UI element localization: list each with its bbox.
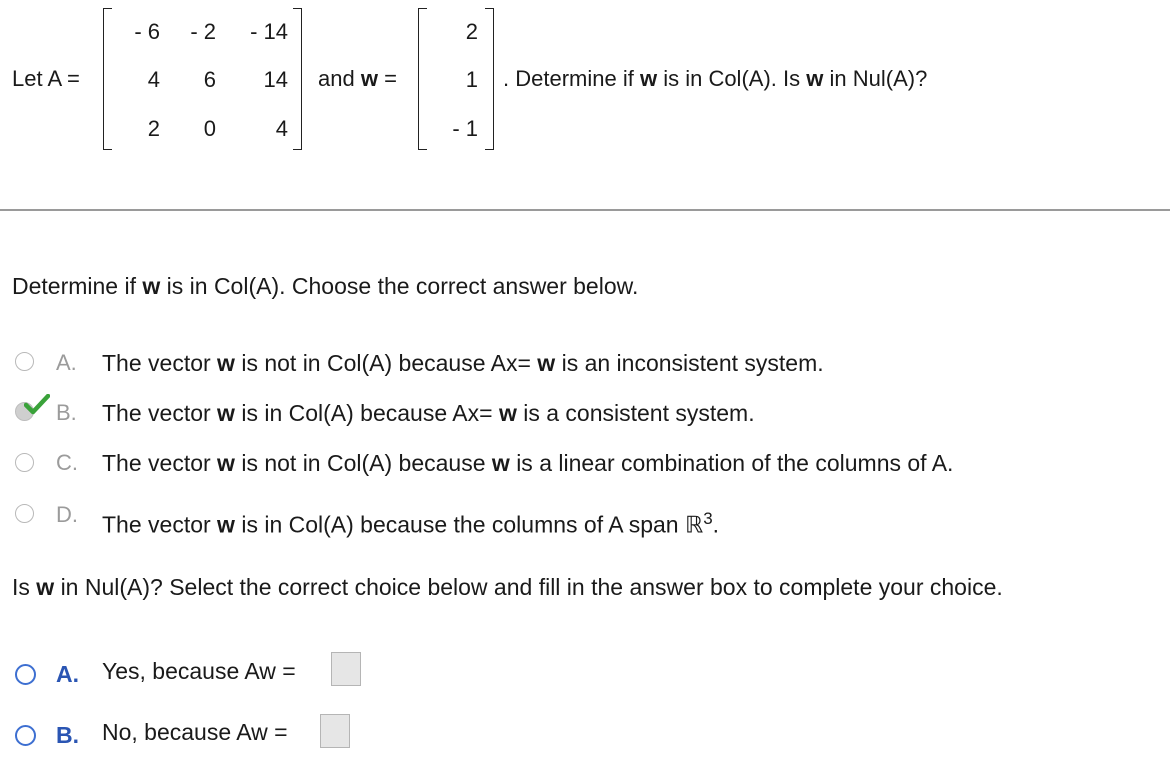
option-letter: A. [56, 350, 77, 375]
w-symbol: w [217, 450, 235, 476]
w-symbol: w [360, 66, 378, 91]
text-part: = [479, 400, 499, 426]
part2-prompt [12, 573, 1003, 601]
checkmark-icon [24, 394, 50, 416]
part1-prompt [12, 272, 638, 300]
section-divider [0, 209, 1170, 211]
answer-box[interactable] [331, 652, 361, 686]
w-symbol: w [142, 273, 161, 299]
matrix-a-left-bracket [103, 8, 112, 150]
text-part: The vector [102, 400, 211, 426]
let-a-label: Let A = [12, 66, 80, 91]
question-part: in Nul(A)? [829, 66, 928, 91]
real-set-symbol: ℝ [684, 511, 704, 538]
matrix-a-cell: 4 [147, 67, 160, 92]
radio-button[interactable] [15, 453, 34, 472]
matrix-a-cell: 6 [203, 67, 216, 92]
option-text[interactable]: Yes, because Aw = [102, 658, 296, 684]
option-letter: B. [56, 722, 79, 748]
radio-button[interactable] [15, 504, 34, 523]
w-symbol: w [217, 511, 235, 538]
text-part: The vector [102, 350, 211, 376]
w-symbol: w [491, 450, 510, 476]
prompt-text: Is [12, 574, 30, 600]
option-text[interactable] [102, 399, 755, 427]
text-part: is not in Col(A) because [241, 450, 486, 476]
option-letter: C. [56, 450, 78, 475]
option-text[interactable] [102, 449, 953, 477]
option-text[interactable] [102, 349, 824, 377]
matrix-a-right-bracket [293, 8, 302, 150]
w-symbol: w [537, 350, 556, 376]
w-symbol: w [806, 66, 824, 91]
equals-sign: = [384, 66, 397, 91]
question-part: . Determine if [503, 66, 634, 91]
matrix-a-cell: - 2 [190, 19, 216, 44]
text-part: The vector [102, 450, 211, 476]
and-w-label [318, 66, 397, 92]
text-part: is not in Col(A) because Ax [241, 350, 518, 376]
matrix-a-cell: - 14 [250, 19, 288, 44]
prompt-text: Determine if [12, 273, 136, 299]
text-part: is in Col(A) because Ax [241, 400, 480, 426]
text-part: is a linear combination of the columns of A. [516, 450, 954, 476]
option-letter: A. [56, 661, 79, 687]
problem-question [503, 66, 927, 92]
exponent: 3 [703, 509, 713, 528]
radio-button[interactable] [15, 352, 34, 371]
vector-w-right-bracket [485, 8, 494, 150]
matrix-a-cell: 4 [275, 116, 288, 141]
text-part: is an inconsistent system. [561, 350, 824, 376]
prompt-text: in Nul(A)? Select the correct choice below and fill in the answer box to complete your choice. [60, 574, 1003, 600]
vector-w-cell: 2 [465, 19, 478, 44]
w-symbol: w [217, 400, 235, 426]
w-symbol: w [36, 574, 55, 600]
matrix-a-cell: 0 [203, 116, 216, 141]
vector-w-cell: - 1 [452, 116, 478, 141]
prompt-text: is in Col(A). Choose the correct answer below. [166, 273, 639, 299]
vector-w-left-bracket [418, 8, 427, 150]
answer-box[interactable] [320, 714, 350, 748]
option-letter: D. [56, 502, 78, 527]
and-text: and [318, 66, 355, 91]
w-symbol: w [217, 350, 235, 376]
option-text[interactable]: No, because Aw = [102, 719, 288, 745]
option-letter: B. [56, 400, 77, 425]
matrix-a-cell: - 6 [134, 19, 160, 44]
radio-button[interactable] [15, 725, 36, 746]
text-part: . [712, 511, 720, 538]
text-part: is a consistent system. [523, 400, 755, 426]
radio-button[interactable] [15, 664, 36, 685]
text-part: The vector [102, 511, 211, 538]
question-part: is in Col(A). Is [663, 66, 801, 91]
matrix-a-cell: 2 [147, 116, 160, 141]
option-text[interactable] [102, 505, 719, 539]
w-symbol: w [639, 66, 658, 91]
text-part: = [517, 350, 538, 376]
w-symbol: w [498, 400, 517, 426]
matrix-a-cell: 14 [263, 67, 288, 92]
text-part: is in Col(A) because the columns of A span [241, 511, 679, 538]
vector-w-cell: 1 [465, 67, 478, 92]
